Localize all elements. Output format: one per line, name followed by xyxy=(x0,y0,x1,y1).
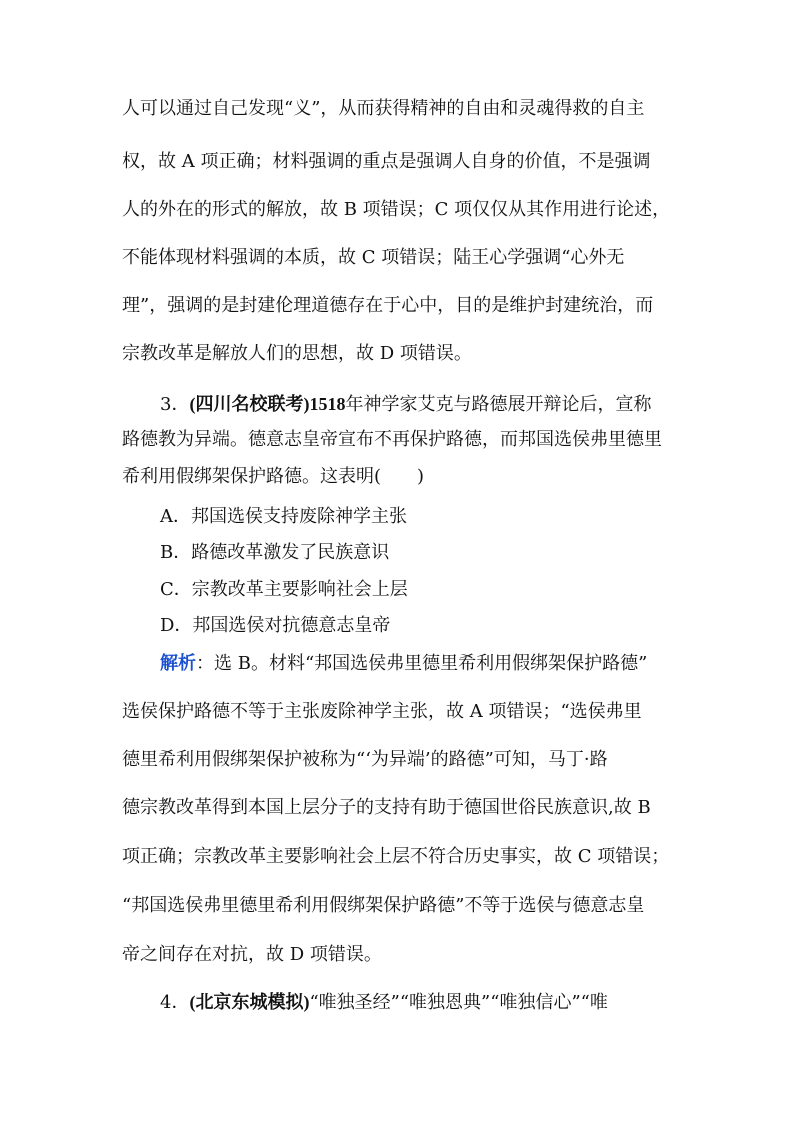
question-text: “唯独圣经”“唯独恩典”“唯独信心”“唯 xyxy=(309,992,608,1013)
option-b: B．路德改革激发了民族意识 xyxy=(160,542,390,563)
text-line: 德宗教改革得到本国上层分子的支持有助于德国世俗民族意识,故 B xyxy=(122,797,651,818)
text-line: 人可以通过自己发现“义”，从而获得精神的自由和灵魂得救的自主 xyxy=(122,98,645,119)
text-line: 不能体现材料强调的本质，故 C 项错误；陆王心学强调“心外无 xyxy=(122,247,625,268)
question-source: (四川名校联考) xyxy=(189,394,310,414)
question-number: 4． xyxy=(160,992,190,1013)
text-line: 帝之间存在对抗，故 D 项错误。 xyxy=(122,944,382,965)
text-line: 宗教改革是解放人们的思想，故 D 项错误。 xyxy=(122,343,472,364)
text-line: 人的外在的形式的解放，故 B 项错误；C 项仅仅从其作用进行论述， xyxy=(122,199,671,220)
option-a: A．邦国选侯支持废除神学主张 xyxy=(160,506,407,527)
text-line: “邦国选侯弗里德里希利用假绑架保护路德”不等于选侯与德意志皇 xyxy=(122,895,645,916)
text-line: 德里希利用假绑架保护被称为“‘为异端’的路德”可知，马丁·路 xyxy=(122,749,608,770)
question-stem xyxy=(160,392,684,417)
option-c: C．宗教改革主要影响社会上层 xyxy=(160,579,408,600)
question-year: 1518 xyxy=(309,394,346,414)
analysis-label: 解析 xyxy=(160,653,196,674)
text-line: 项正确；宗教改革主要影响社会上层不符合历史事实，故 C 项错误； xyxy=(122,846,670,867)
text-line: 选侯保护路德不等于主张废除神学主张，故 A 项错误；“选侯弗里 xyxy=(122,701,642,722)
question-source: (北京东城模拟) xyxy=(189,992,310,1012)
question-text: 年神学家艾克与路德展开辩论后，宣称 xyxy=(345,394,652,415)
analysis-first-line xyxy=(160,652,684,676)
text-line: 希利用假绑架保护路德。这表明( ) xyxy=(122,466,425,487)
option-d: D．邦国选侯对抗德意志皇帝 xyxy=(160,615,391,636)
question-number: 3． xyxy=(160,394,190,415)
text-line: 路德教为异端。德意志皇帝宣布不再保护路德，而邦国选侯弗里德里 xyxy=(122,429,662,450)
question-stem xyxy=(160,990,684,1015)
analysis-text: ：选 B。材料“邦国选侯弗里德里希利用假绑架保护路德” xyxy=(196,653,648,674)
text-line: 权，故 A 项正确；材料强调的重点是强调人自身的价值，不是强调 xyxy=(122,151,651,172)
text-line: 理”，强调的是封建伦理道德存在于心中，目的是维护封建统治，而 xyxy=(122,295,654,316)
